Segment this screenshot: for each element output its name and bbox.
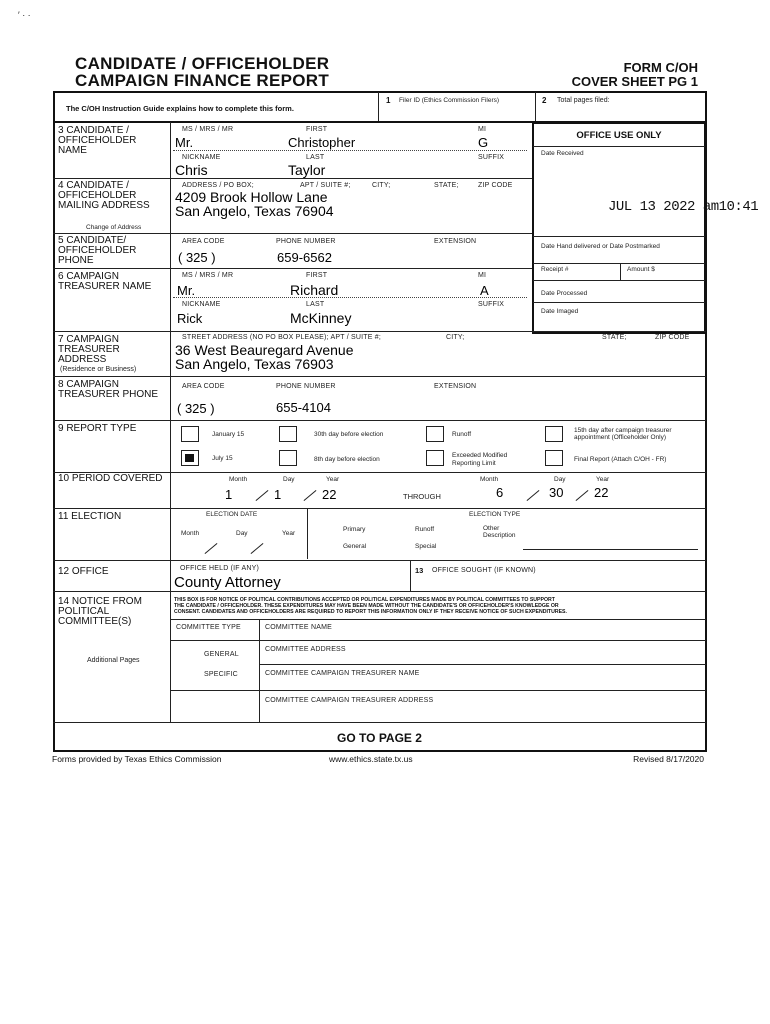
- s10-to-year: 22: [594, 485, 609, 500]
- divider: [533, 146, 705, 147]
- s3-nickname-label: NICKNAME: [182, 154, 221, 161]
- s8-phone-label: PHONE NUMBER: [276, 383, 336, 390]
- s14-specific: SPECIFIC: [204, 671, 238, 678]
- s10-to-month: 6: [496, 485, 504, 500]
- s5-label: 5 CANDIDATE/ OFFICEHOLDER PHONE: [58, 235, 137, 266]
- s6-first-value: Richard: [290, 282, 339, 298]
- s7-label: 7 CAMPAIGN TREASURER ADDRESS: [58, 334, 120, 365]
- s11-primary: Primary: [343, 526, 366, 533]
- frame-top: [53, 91, 706, 93]
- s3-last-label: LAST: [306, 154, 325, 161]
- s10-from-year: 22: [322, 487, 337, 502]
- s10-to-year-label: Year: [596, 476, 610, 483]
- divider: [171, 619, 706, 620]
- report-type-30th-checkbox[interactable]: [279, 426, 297, 442]
- s3-suffix-label: SUFFIX: [478, 154, 505, 161]
- footer-provided: Forms provided by Texas Ethics Commission: [52, 754, 222, 764]
- s10-through: THROUGH: [403, 492, 441, 501]
- s8-ext-label: EXTENSION: [434, 383, 477, 390]
- imaged-label: Date Imaged: [541, 308, 579, 315]
- s7-sub: (Residence or Business): [60, 366, 137, 373]
- s6-ms-value: Mr.: [177, 283, 196, 298]
- s6-mi-value: A: [480, 283, 489, 298]
- s14-committee-name: COMMITTEE NAME: [265, 624, 332, 631]
- divider: [533, 280, 705, 281]
- date-separator: [205, 543, 218, 554]
- s6-last-value: McKinney: [290, 310, 352, 326]
- s10-from-day-label: Day: [283, 476, 295, 483]
- s4-zip-label: ZIP CODE: [478, 182, 513, 189]
- report-type-8th-checkbox[interactable]: [279, 450, 297, 466]
- s14-notice-line3: CONSENT. CANDIDATES AND OFFICEHOLDERS ARE REQUIRED TO REPORT THIS INFORMATION ONLY IF THEY RECEIVE NOTICE OF SUCH EXPENDITURES.: [174, 609, 567, 615]
- s8-phone-value: 655-4104: [276, 400, 331, 415]
- date-separator: [251, 543, 264, 554]
- s11-general: General: [343, 543, 367, 550]
- s11-day-label: Day: [236, 530, 248, 537]
- label-column-divider: [170, 122, 171, 722]
- divider: [307, 509, 308, 559]
- s6-first-label: FIRST: [306, 272, 328, 279]
- s14-committee-address: COMMITTEE ADDRESS: [265, 646, 346, 653]
- s7-state-label: STATE;: [602, 334, 627, 341]
- report-type-january-label: January 15: [212, 431, 245, 438]
- divider: [53, 331, 706, 332]
- report-type-final-checkbox[interactable]: [545, 450, 563, 466]
- frame-left: [53, 91, 55, 751]
- s4-state-label: STATE;: [434, 182, 459, 189]
- s5-area-label: AREA CODE: [182, 238, 225, 245]
- divider: [53, 722, 706, 723]
- s14-committee-type: COMMITTEE TYPE: [176, 624, 241, 631]
- report-type-15th-label: 15th day after campaign treasurer appointment (Officeholder Only): [574, 427, 672, 441]
- total-pages-num: 2: [542, 96, 547, 105]
- report-type-30th-label: 30th day before election: [314, 431, 384, 438]
- s3-last-value: Taylor: [288, 162, 326, 178]
- date-received-label: Date Received: [541, 150, 584, 157]
- s11-other: Other Description: [483, 525, 516, 539]
- scan-marks: ′ · ·: [18, 10, 31, 20]
- divider: [378, 92, 379, 122]
- date-separator: [304, 490, 317, 501]
- divider: [533, 302, 705, 303]
- s13-num: 13: [415, 566, 424, 575]
- divider: [171, 640, 706, 641]
- s3-nickname-value: Chris: [175, 162, 208, 178]
- form-title-line1: CANDIDATE / OFFICEHOLDER: [75, 54, 330, 73]
- frame-bottom: [53, 750, 707, 752]
- s10-from-year-label: Year: [326, 476, 340, 483]
- divider: [53, 178, 532, 179]
- s5-ext-label: EXTENSION: [434, 238, 477, 245]
- s14-additional-pages[interactable]: Additional Pages: [87, 657, 140, 664]
- s4-change-of-address[interactable]: Change of Address: [86, 224, 142, 231]
- dotted-rule: [173, 297, 527, 298]
- divider: [620, 264, 621, 280]
- divider: [53, 560, 706, 561]
- processed-label: Date Processed: [541, 290, 588, 297]
- footer-revised: Revised 8/17/2020: [633, 754, 704, 764]
- divider: [535, 92, 536, 122]
- s4-address-line1: 4209 Brook Hollow Lane: [175, 189, 328, 205]
- s12-held-value: County Attorney: [174, 574, 281, 591]
- s4-label: 4 CANDIDATE / OFFICEHOLDER MAILING ADDRESS: [58, 180, 150, 211]
- divider: [533, 236, 705, 237]
- report-type-exceeded-label: Exceeded Modified Reporting Limit: [452, 452, 508, 467]
- s4-address-line2: San Angelo, Texas 76904: [175, 203, 334, 219]
- divider: [53, 508, 706, 509]
- report-type-exceeded-checkbox[interactable]: [426, 450, 444, 466]
- s14-general: GENERAL: [204, 651, 239, 658]
- s10-from-month: 1: [225, 487, 233, 502]
- s10-from-day: 1: [274, 487, 282, 502]
- report-type-january-checkbox[interactable]: [181, 426, 199, 442]
- other-description-line: [523, 549, 698, 550]
- amount-label: Amount $: [627, 266, 655, 273]
- report-type-final-label: Final Report (Attach C/OH - FR): [574, 456, 667, 463]
- s3-mi-label: MI: [478, 126, 487, 133]
- s3-first-value: Christopher: [288, 135, 356, 150]
- filer-id-label: Filer ID (Ethics Commission Filers): [399, 97, 500, 104]
- s14-treasurer-address: COMMITTEE CAMPAIGN TREASURER ADDRESS: [265, 697, 434, 704]
- s10-to-day-label: Day: [554, 476, 566, 483]
- s6-suffix-label: SUFFIX: [478, 301, 505, 308]
- s7-address-line2: San Angelo, Texas 76903: [175, 356, 334, 372]
- s6-ms-label: MS / MRS / MR: [182, 272, 234, 279]
- office-use-title: OFFICE USE ONLY: [576, 130, 662, 141]
- s6-mi-label: MI: [478, 272, 487, 279]
- report-type-runoff-checkbox[interactable]: [426, 426, 444, 442]
- s3-mi-value: G: [478, 135, 489, 150]
- dotted-rule: [173, 150, 527, 151]
- s6-nickname-value: Rick: [177, 311, 203, 326]
- s4-address-label: ADDRESS / PO BOX;: [182, 182, 254, 189]
- s11-runoff: Runoff: [415, 526, 435, 533]
- s13-sought-label: OFFICE SOUGHT (IF KNOWN): [432, 567, 536, 574]
- s7-zip-label: ZIP CODE: [655, 334, 690, 341]
- s11-type-label: ELECTION TYPE: [469, 511, 521, 518]
- s10-to-day: 30: [549, 485, 564, 500]
- s11-year-label: Year: [282, 530, 296, 537]
- filer-id-num: 1: [386, 96, 391, 105]
- divider: [53, 376, 706, 377]
- divider: [410, 561, 411, 591]
- s6-last-label: LAST: [306, 301, 325, 308]
- s5-phone-value: 659-6562: [277, 250, 332, 265]
- divider: [53, 268, 532, 269]
- s8-label: 8 CAMPAIGN TREASURER PHONE: [58, 379, 159, 400]
- divider: [53, 591, 706, 592]
- report-type-runoff-label: Runoff: [452, 431, 472, 438]
- s7-street-label: STREET ADDRESS (NO PO BOX PLEASE); APT / SUITE #;: [182, 334, 381, 341]
- divider: [53, 420, 706, 421]
- form-title-line2: CAMPAIGN FINANCE REPORT: [75, 71, 330, 90]
- s7-address-line1: 36 West Beauregard Avenue: [175, 342, 354, 358]
- s10-to-month-label: Month: [480, 476, 499, 483]
- divider: [259, 620, 260, 722]
- date-separator: [576, 490, 589, 501]
- footer-url[interactable]: www.ethics.state.tx.us: [329, 754, 413, 764]
- received-stamp: JUL 13 2022 am10:41: [608, 199, 759, 215]
- s3-label: 3 CANDIDATE / OFFICEHOLDER NAME: [58, 125, 137, 156]
- s3-ms-value: Mr.: [175, 135, 194, 150]
- s8-area-label: AREA CODE: [182, 383, 225, 390]
- cover-sheet-label: COVER SHEET PG 1: [571, 74, 698, 89]
- date-separator: [527, 490, 540, 501]
- go-to-page-2[interactable]: GO TO PAGE 2: [337, 731, 422, 745]
- s5-area-value: ( 325 ): [178, 250, 216, 265]
- s6-nickname-label: NICKNAME: [182, 301, 221, 308]
- hand-delivered-label: Date Hand delivered or Date Postmarked: [541, 243, 660, 250]
- s3-first-label: FIRST: [306, 126, 328, 133]
- instruction-note: The C/OH Instruction Guide explains how to complete this form.: [66, 104, 294, 113]
- s4-apt-label: APT / SUITE #;: [300, 182, 351, 189]
- report-type-8th-label: 8th day before election: [314, 456, 380, 463]
- s10-label: 10 PERIOD COVERED: [58, 473, 163, 484]
- s11-label: 11 ELECTION: [58, 511, 122, 522]
- divider: [533, 263, 705, 264]
- divider: [259, 664, 706, 665]
- report-type-july-label: July 15: [212, 455, 233, 462]
- s14-notice-line1: THIS BOX IS FOR NOTICE OF POLITICAL CONTRIBUTIONS ACCEPTED OR POLITICAL EXPENDITURES MADE BY POLITICAL COMMITTEES TO SUPPORT: [174, 597, 555, 603]
- s11-month-label: Month: [181, 530, 200, 537]
- s7-city-label: CITY;: [446, 334, 465, 341]
- divider: [53, 233, 532, 234]
- s9-label: 9 REPORT TYPE: [58, 423, 137, 434]
- s11-special: Special: [415, 543, 437, 550]
- s3-ms-label: MS / MRS / MR: [182, 126, 234, 133]
- s12-held-label: OFFICE HELD (IF ANY): [180, 565, 260, 572]
- s14-notice-line2: THE CANDIDATE / OFFICEHOLDER. THESE EXPENDITURES MAY HAVE BEEN MADE WITHOUT THE CANDIDATE'S OR OFFICEHOLDER'S KNOWLEDGE OR: [174, 603, 559, 609]
- report-type-15th-checkbox[interactable]: [545, 426, 563, 442]
- s4-city-label: CITY;: [372, 182, 391, 189]
- s5-phone-label: PHONE NUMBER: [276, 238, 336, 245]
- s14-label: 14 NOTICE FROM POLITICAL COMMITTEE(S): [58, 596, 142, 627]
- divider: [171, 690, 706, 691]
- receipt-label: Receipt #: [541, 266, 569, 273]
- form-id: FORM C/OH: [623, 60, 698, 75]
- s10-from-month-label: Month: [229, 476, 248, 483]
- s11-date-label: ELECTION DATE: [206, 511, 258, 518]
- s6-label: 6 CAMPAIGN TREASURER NAME: [58, 271, 152, 292]
- date-separator: [256, 490, 269, 501]
- report-type-july-checkbox[interactable]: [181, 450, 199, 466]
- s8-area-value: ( 325 ): [177, 401, 215, 416]
- s14-treasurer-name: COMMITTEE CAMPAIGN TREASURER NAME: [265, 670, 420, 677]
- s12-label: 12 OFFICE: [58, 566, 109, 577]
- total-pages-label: Total pages filed:: [557, 97, 610, 104]
